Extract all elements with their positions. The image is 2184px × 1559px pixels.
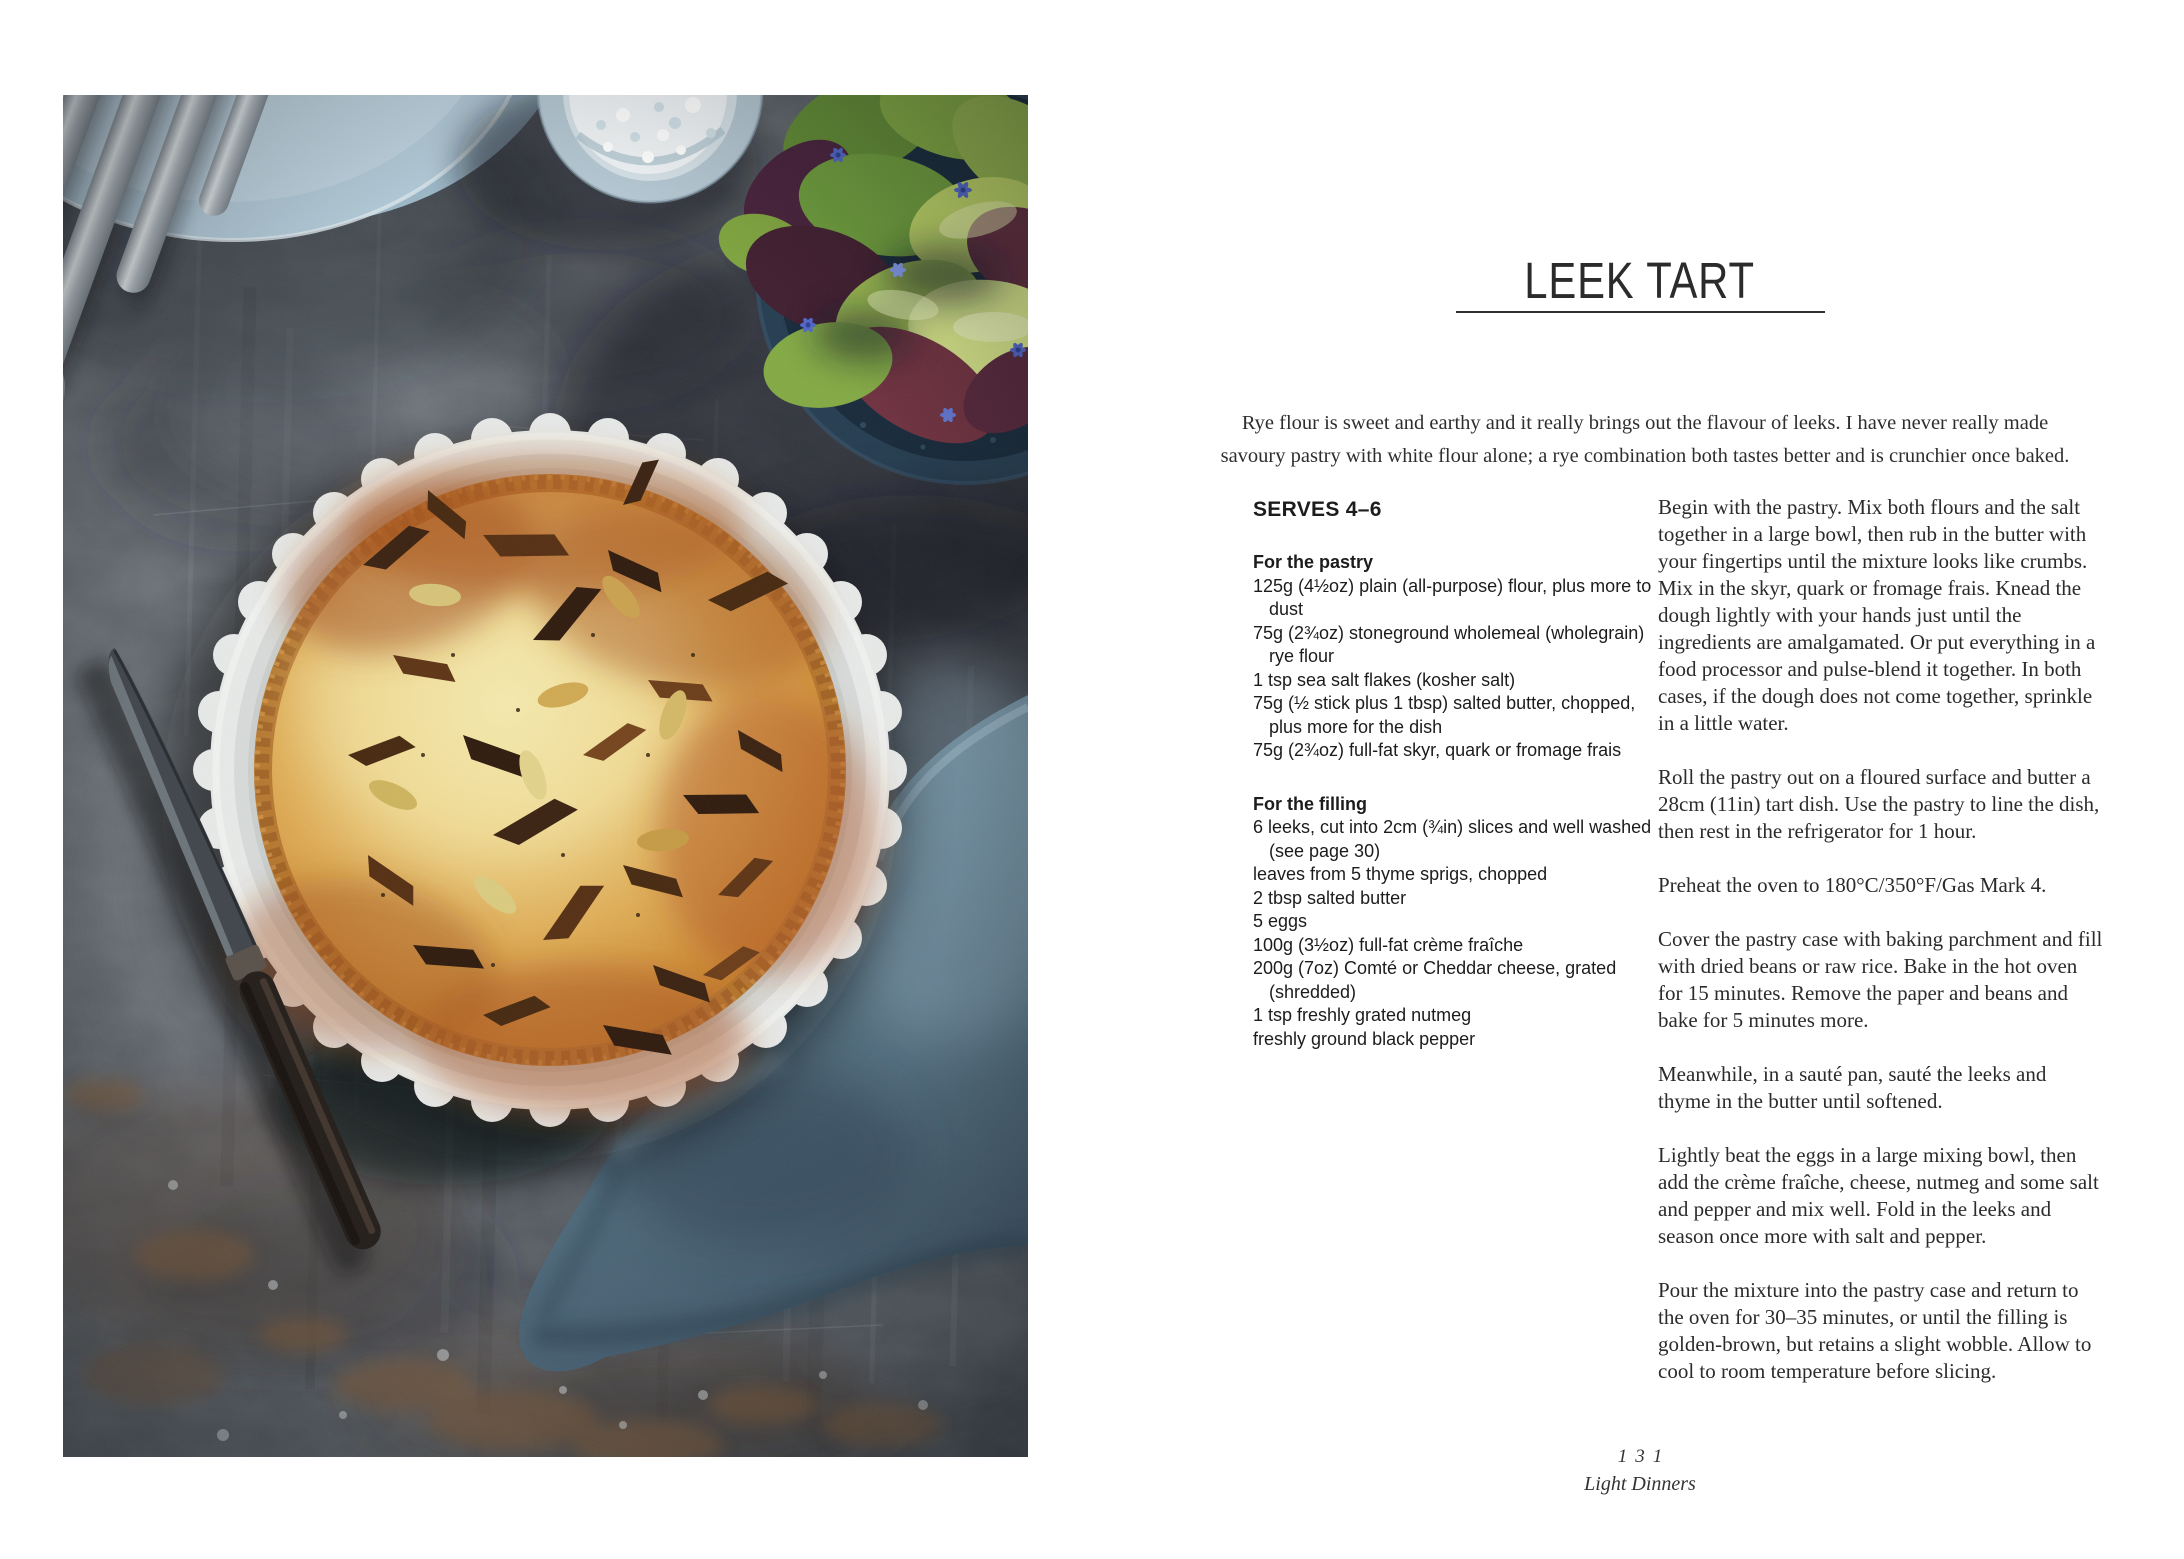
ingredient-item: 75g (2¾oz) stoneground wholemeal (wholegrain) rye flour xyxy=(1253,622,1645,666)
serves-label: SERVES 4–6 xyxy=(1253,498,1382,521)
ingredient-item: 6 leeks, cut into 2cm (¾in) slices and well washed (see page 30) xyxy=(1253,817,1652,861)
method-paragraph: Roll the pastry out on a floured surface and butter a 28cm (11in) tart dish. Use the pastry to line the dish, then rest in the refrigerator for 1 hour. xyxy=(1658,765,2100,843)
method-paragraph: Begin with the pastry. Mix both flours and the salt together in a large bowl, then rub in the butter with your fingertips until the mixture looks like crumbs. Mix in the skyr, quark or fromage frais. Knead the dough lightly with your hands just until the ingredients are amalgamated. Or put everything in a food processor and pulse-blend it together. In both cases, if the dough does not come together, sprinkle in a little water. xyxy=(1658,495,2096,735)
section-label: Light Dinners xyxy=(1584,1473,1696,1495)
method-paragraph: Lightly beat the eggs in a large mixing bowl, then add the crème fraîche, cheese, nutmeg and some salt and pepper and mix well. Fold in the leeks and season once more with salt and pepper. xyxy=(1658,1143,2099,1248)
filling-heading: For the filling xyxy=(1253,793,1367,814)
ingredient-item: freshly ground black pepper xyxy=(1253,1028,1476,1049)
method-paragraph: Meanwhile, in a sauté pan, sauté the leeks and thyme in the butter until softened. xyxy=(1658,1062,2047,1113)
recipe-intro: Rye flour is sweet and earthy and it really brings out the flavour of leeks. I have never really made savoury pastry with white flour alone; a rye combination both tastes better and is crunchier once baked. xyxy=(1220,411,2070,467)
pastry-ingredient-list xyxy=(1253,575,1665,763)
ingredient-item: 200g (7oz) Comté or Cheddar cheese, grated (shredded) xyxy=(1253,958,1617,1002)
ingredient-item: 1 tsp sea salt flakes (kosher salt) xyxy=(1253,669,1516,690)
page-footer xyxy=(1180,1446,2100,1496)
leek-tart-photo xyxy=(63,95,1028,1457)
ingredient-item: 75g (2¾oz) full-fat skyr, quark or fromage frais xyxy=(1253,740,1622,760)
ingredient-item: 75g (½ stick plus 1 tbsp) salted butter, chopped, plus more for the dish xyxy=(1253,693,1636,737)
method-paragraph: Cover the pastry case with baking parchment and fill with dried beans or raw rice. Bake in the hot oven for 15 minutes. Remove the paper and beans and bake for 5 minutes more. xyxy=(1658,927,2103,1032)
method-paragraph: Pour the mixture into the pastry case and return to the oven for 30–35 minutes, or until the filling is golden-brown, but retains a slight wobble. Allow to cool to room temperature before slicing. xyxy=(1658,1278,2092,1383)
method-paragraph: Preheat the oven to 180°C/350°F/Gas Mark 4. xyxy=(1658,873,2047,897)
pastry-heading: For the pastry xyxy=(1253,552,1374,572)
ingredient-item: leaves from 5 thyme sprigs, chopped xyxy=(1253,864,1548,884)
ingredient-item: 1 tsp freshly grated nutmeg xyxy=(1253,1005,1472,1025)
recipe-photo xyxy=(63,95,1028,1457)
filling-ingredient-list xyxy=(1253,816,1665,1051)
ingredients-column xyxy=(1253,498,1665,1081)
method-column xyxy=(1658,494,2103,1412)
page-title: LEEK TART xyxy=(1524,252,1756,310)
ingredient-item: 2 tbsp salted butter xyxy=(1253,887,1407,908)
page-number: 131 xyxy=(1617,1446,1671,1467)
ingredient-item: 125g (4½oz) plain (all-purpose) flour, plus more to dust xyxy=(1253,575,1652,619)
ingredient-item: 5 eggs xyxy=(1253,911,1308,931)
ingredient-item: 100g (3½oz) full-fat crème fraîche xyxy=(1253,934,1524,955)
title-divider xyxy=(1456,311,1825,313)
